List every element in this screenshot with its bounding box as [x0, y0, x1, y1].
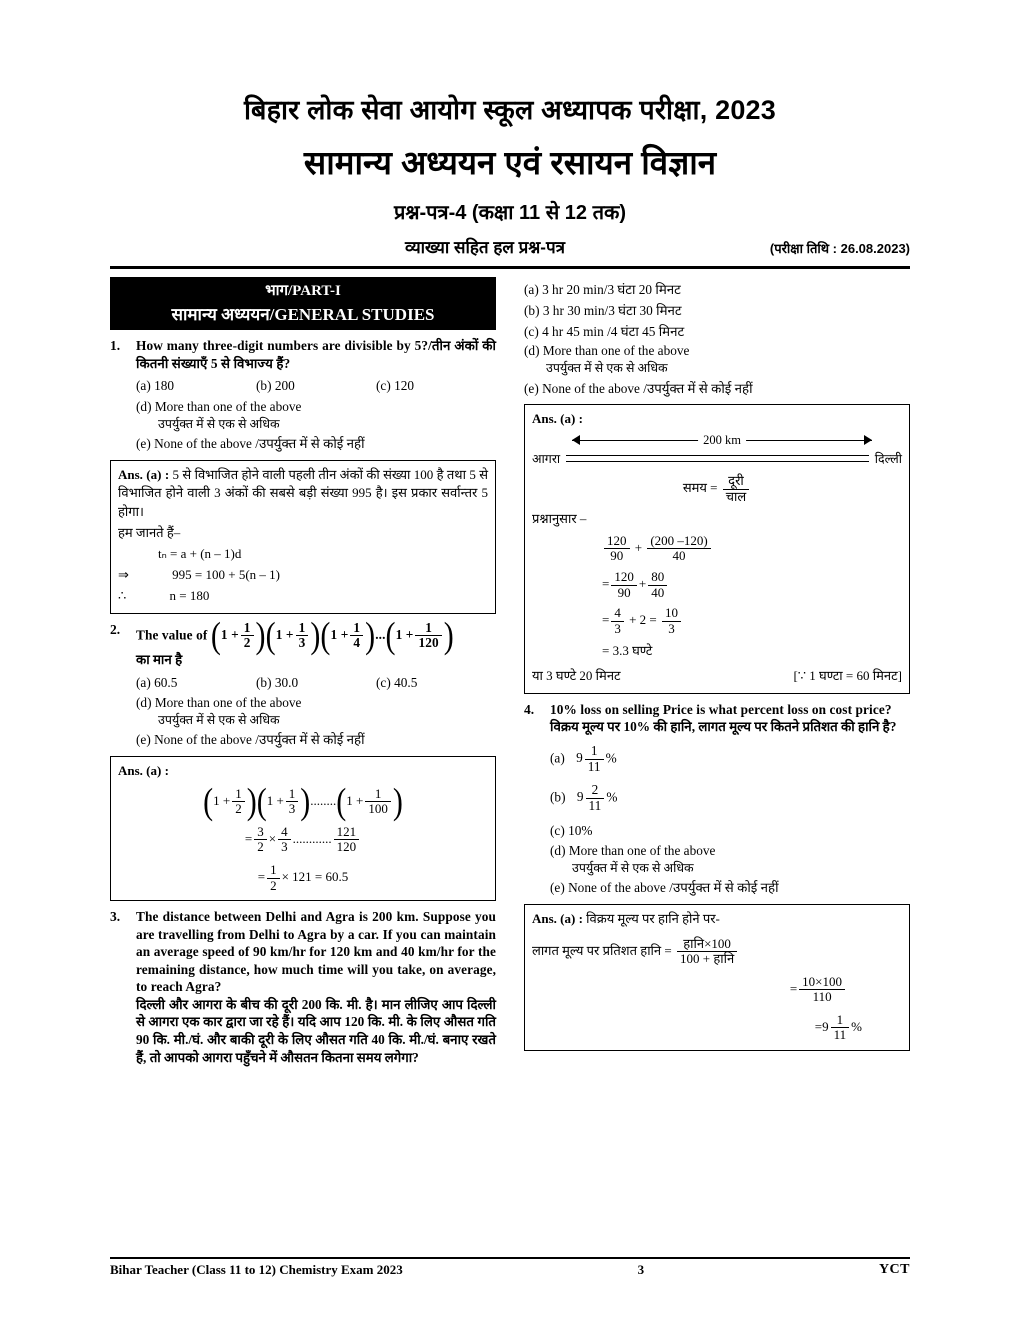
step2-b-num: 80	[651, 569, 665, 584]
option-b-integer: 9	[576, 789, 584, 805]
exam-date: (परीक्षा तिथि : 26.08.2023)	[769, 241, 910, 256]
expr-den-3: 4	[350, 635, 363, 651]
s4-den: 2	[267, 878, 280, 894]
question-2-stem: The value of	[136, 626, 208, 642]
answer-label-text: Ans. (a) :	[532, 411, 583, 426]
given-label: प्रश्नानुसार –	[532, 511, 587, 527]
paper-title: प्रश्न-पत्र-4 (कक्षा 11 से 12 तक)	[393, 202, 626, 224]
question-2	[110, 614, 496, 749]
right-column	[510, 277, 910, 1066]
s3-den: 120	[334, 839, 360, 855]
option-d[interactable]: (d) More than one of the above	[136, 399, 302, 415]
option-b-num: 2	[591, 781, 599, 797]
step1-a-den: 90	[604, 548, 630, 564]
question-3-options	[524, 280, 910, 397]
answer-body: 5 से विभाजित होने वाली पहली तीन अंकों की संख्या 100 है तथा 5 से विभाजित होने वाली 3 अंकों की सबसे बड़ी संख्या 995 है। इस प्रकार सर्वान्तर 5 होगा।	[118, 466, 489, 520]
option-d[interactable]: (d) More than one of the above	[136, 695, 302, 711]
road-line-icon	[566, 455, 869, 462]
answer-formula: tₙ = a + (n – 1)d	[158, 546, 242, 561]
question-1	[110, 337, 496, 452]
question-text	[136, 614, 496, 656]
left-column	[110, 277, 510, 1066]
q4-step-2: = $\frac{10\times 100}{110}$	[532, 975, 902, 1005]
answer-box-3	[524, 404, 910, 694]
option-b[interactable]	[550, 783, 910, 814]
step3-a-den: 3	[611, 621, 624, 637]
answer-2-expression: (1 + $\frac{1}{2}$ )(1 + $\frac{1}{3}$ )........(1 + $\frac{1}{100}$ )	[203, 780, 403, 822]
question-number: 3.	[110, 909, 121, 925]
answer-box-4	[524, 904, 910, 1051]
q4-step-3: =9 $\frac{1}{11}$ %	[814, 1011, 862, 1043]
time-formula	[532, 474, 902, 504]
exam-board-title: बिहार लोक सेवा आयोग स्कूल अध्यापक परीक्षा, 2023	[244, 95, 776, 125]
arrow-right-head-icon	[864, 435, 872, 445]
s-dots: ............	[292, 830, 332, 846]
ans-den-1: 2	[232, 801, 245, 817]
s2-den: 3	[278, 839, 291, 855]
option-b-percent: %	[606, 789, 618, 805]
q4-rhs-num: हानि×100	[683, 935, 731, 951]
solved-paper-label: व्याख्या सहित हल प्रश्न-पत्र	[404, 238, 565, 257]
step2-b-den: 40	[648, 585, 667, 601]
q4-s2-num: 10×100	[802, 973, 842, 989]
q3-step-5-row	[532, 667, 902, 686]
page-footer	[110, 1257, 910, 1278]
option-e[interactable]: (e) None of the above /उपर्युक्त में से कोई नहीं	[550, 880, 779, 896]
section-label: सामान्य अध्ययन/GENERAL STUDIES	[171, 304, 435, 324]
time-formula-lhs: समय =	[682, 480, 718, 495]
answer-step-2	[118, 587, 488, 606]
option-a[interactable]: (a) 180	[136, 378, 175, 394]
s1-num: 3	[257, 823, 264, 839]
option-d-hindi: उपर्युक्त में से एक से अधिक	[546, 361, 668, 375]
q4-rhs-den: 100 + हानि	[677, 951, 737, 967]
q3-step-2: = $\frac{120}{90}$ + $\frac{80}{40}$	[602, 570, 902, 600]
distance-label: 200 km	[698, 431, 746, 449]
implies-icon: ⇒	[118, 566, 129, 582]
plus-icon: +	[634, 539, 643, 555]
publisher-label: YCT	[878, 1262, 910, 1277]
option-a-num: 1	[590, 742, 598, 758]
ans-den-2: 3	[286, 801, 299, 817]
q4-s3-percent: %	[851, 1018, 862, 1034]
answer-step-1-text: 995 = 100 + 5(n – 1)	[172, 566, 280, 582]
q3-step-3: = $\frac{4}{3}$ + 2 = $\frac{10}{3}$	[602, 606, 902, 636]
subject-title: सामान्य अध्ययन एवं रसायन विज्ञान	[303, 144, 717, 181]
question-text: 10% loss on selling Price is what percent loss on cost price?	[550, 701, 892, 717]
option-c[interactable]: (c) 120	[376, 378, 415, 394]
q3-step-4: = 3.3 घण्टे	[602, 643, 653, 659]
city-right-label: दिल्ली	[874, 451, 902, 466]
footer-divider	[110, 1257, 910, 1259]
expr-den-2: 3	[296, 635, 309, 651]
expr-term-3: 1 +	[330, 626, 349, 642]
option-b[interactable]: (b) 3 hr 30 min/3 घंटा 30 मिनट	[524, 303, 682, 318]
option-a-marker: (a)	[550, 750, 565, 766]
answer-explanation	[118, 466, 488, 523]
option-d[interactable]: (d) More than one of the above	[550, 843, 716, 859]
step1-b-den: 40	[647, 548, 710, 564]
page-number: 3	[637, 1262, 645, 1277]
options-row	[136, 377, 496, 395]
road-row	[532, 450, 902, 468]
answer-body: विक्रय मूल्य पर हानि होने पर-	[586, 910, 720, 926]
answer-step-2-text: n = 180	[169, 587, 210, 603]
answer-line-2: हम जानते हैं–	[118, 525, 181, 541]
q3-step-1	[602, 534, 902, 564]
option-a-integer: 9	[576, 750, 583, 766]
option-a[interactable]	[550, 744, 910, 775]
option-d-hindi: उपर्युक्त में से एक से अधिक	[158, 416, 280, 431]
q4-step-1-lhs: लागत मूल्य पर प्रतिशत हानि =	[532, 942, 672, 958]
formula-den: चाल	[723, 489, 749, 505]
step1-a-num: 120	[607, 532, 627, 548]
header-subrow	[110, 235, 910, 258]
expr-den-4: 120	[415, 635, 441, 651]
option-d-hindi: उपर्युक्त में से एक से अधिक	[572, 860, 694, 875]
expr-term-4: 1 +	[395, 626, 414, 642]
step3-mid: + 2 =	[629, 612, 657, 628]
answer-label-text: Ans. (a) :	[118, 763, 169, 778]
answer-label	[532, 410, 902, 429]
option-b-marker: (b)	[550, 789, 566, 805]
formula-num: दूरी	[728, 472, 744, 488]
question-3-hindi: दिल्ली और आगरा के बीच की दूरी 200 कि. मी. है। मान लीजिए आप दिल्ली से आगरा एक कार द्वारा जा रहे हैं। यदि आप 120 कि. मी. के लिए औसत गति 90 कि. मी./घं. और बाकी दूरी के लिए औसत गति 40 कि. मी./घं. बनाए रखते हैं, तो आपको आगरा पहुँचने में औसतन कितना समय लगेगा?	[136, 996, 496, 1065]
answer-box-2	[110, 756, 496, 901]
q4-s3-int: 9	[822, 1018, 829, 1034]
expr-term-1: 1 +	[220, 626, 239, 642]
option-c[interactable]: (c) 4 hr 45 min /4 घंटा 45 मिनट	[524, 324, 685, 339]
question-2-hindi: का मान है	[136, 652, 183, 668]
part-label: भाग/PART-I	[265, 283, 341, 299]
answer-explanation	[532, 910, 902, 929]
option-b-den: 11	[586, 798, 605, 814]
q4-step-1	[532, 937, 902, 967]
step3-a-num: 4	[614, 605, 621, 621]
option-a[interactable]: (a) 60.5	[136, 674, 178, 690]
answer-2-step-1: = $\frac{3}{2}$ × $\frac{4}{3}$ ............ $\frac{121}{120}$	[118, 825, 488, 855]
footer-book-title: Bihar Teacher (Class 11 to 12) Chemistry Exam 2023	[110, 1262, 403, 1277]
header-divider	[110, 266, 910, 269]
ans-den-3: 100	[365, 801, 391, 817]
q4-s2-den: 110	[799, 989, 845, 1005]
answer-box-1	[110, 460, 496, 614]
question-4-hindi: विक्रय मूल्य पर 10% की हानि, लागत मूल्य पर कितने प्रतिशत की हानि है?	[550, 719, 897, 735]
step1-b-num: (200 –120)	[650, 532, 708, 548]
option-a[interactable]: (a) 3 hr 20 min/3 घंटा 20 मिनट	[524, 282, 681, 297]
step2-a-num: 120	[614, 569, 634, 584]
question-text: How many three-digit numbers are divisible by 5?/तीन अंकों की कितनी संख्याएँ 5 से विभाज्य हैं?	[136, 338, 496, 371]
option-b[interactable]: (b) 30.0	[256, 674, 299, 690]
q4-s3-num: 1	[836, 1011, 844, 1027]
s4-text: × 121 = 60.5	[281, 869, 349, 885]
option-d-hindi: उपर्युक्त में से एक से अधिक	[158, 712, 280, 727]
content-columns	[110, 277, 910, 1066]
s3-num: 121	[336, 823, 357, 839]
s1-den: 2	[254, 839, 267, 855]
step2-a-den: 90	[611, 585, 637, 601]
option-d[interactable]: (d) More than one of the above	[524, 343, 690, 358]
step3-r-den: 3	[662, 621, 681, 637]
option-c[interactable]: (c) 10%	[550, 822, 593, 838]
answer-label: Ans. (a) :	[118, 466, 170, 482]
option-a-percent: %	[605, 750, 617, 766]
q3-final-answer: या 3 घण्टे 20 मिनट	[532, 668, 621, 684]
question-4	[524, 701, 910, 897]
answer-step-1	[118, 566, 488, 585]
q3-note: [∵ 1 घण्टा = 60 मिनट]	[793, 668, 902, 684]
question-number: 1.	[110, 338, 121, 354]
option-a-den: 11	[585, 759, 604, 775]
question-text: The distance between Delhi and Agra is 200 km. Suppose you are travelling from Delhi to Agra by a car. If you can maintain an average speed of 90 km/hr for 120 km and 40 km/hr for the remaining distance, how much time will you take, on average, to reach Agra?	[136, 909, 496, 995]
question-3	[110, 908, 496, 1066]
option-c[interactable]: (c) 40.5	[376, 674, 418, 690]
s4-num: 1	[270, 862, 277, 878]
option-e[interactable]: (e) None of the above /उपर्युक्त में से कोई नहीं	[524, 381, 753, 396]
part-banner	[110, 277, 496, 330]
answer-2-step-2: = $\frac{1}{2}$ × 121 = 60.5	[257, 862, 349, 893]
step3-r-num: 10	[665, 605, 679, 621]
question-number: 4.	[524, 701, 535, 717]
page-header	[110, 90, 910, 258]
expr-den-1: 2	[241, 635, 254, 651]
answer-label	[118, 762, 488, 781]
option-b[interactable]: (b) 200	[256, 378, 295, 394]
expr-term-2: 1 +	[275, 626, 294, 642]
distance-arrow	[572, 433, 872, 449]
city-left-label: आगरा	[532, 451, 561, 466]
option-e[interactable]: (e) None of the above /उपर्युक्त में से कोई नहीं	[136, 436, 365, 452]
answer-label: Ans. (a) :	[532, 910, 583, 926]
option-e[interactable]: (e) None of the above /उपर्युक्त में से कोई नहीं	[136, 732, 365, 748]
therefore-icon: ∴	[118, 587, 127, 603]
options-row	[136, 674, 496, 692]
question-2-expression: (1 + $\frac{1}{2}$ )(1 + $\frac{1}{3}$ )(1 + $\frac{1}{4}$ )...(1 + $\frac{1}{120}$ )	[210, 614, 454, 656]
arrow-left-head-icon	[572, 435, 580, 445]
q4-s3-den: 11	[831, 1027, 850, 1043]
s2-num: 4	[281, 823, 288, 839]
distance-diagram	[532, 433, 902, 468]
question-number: 2.	[110, 621, 121, 637]
